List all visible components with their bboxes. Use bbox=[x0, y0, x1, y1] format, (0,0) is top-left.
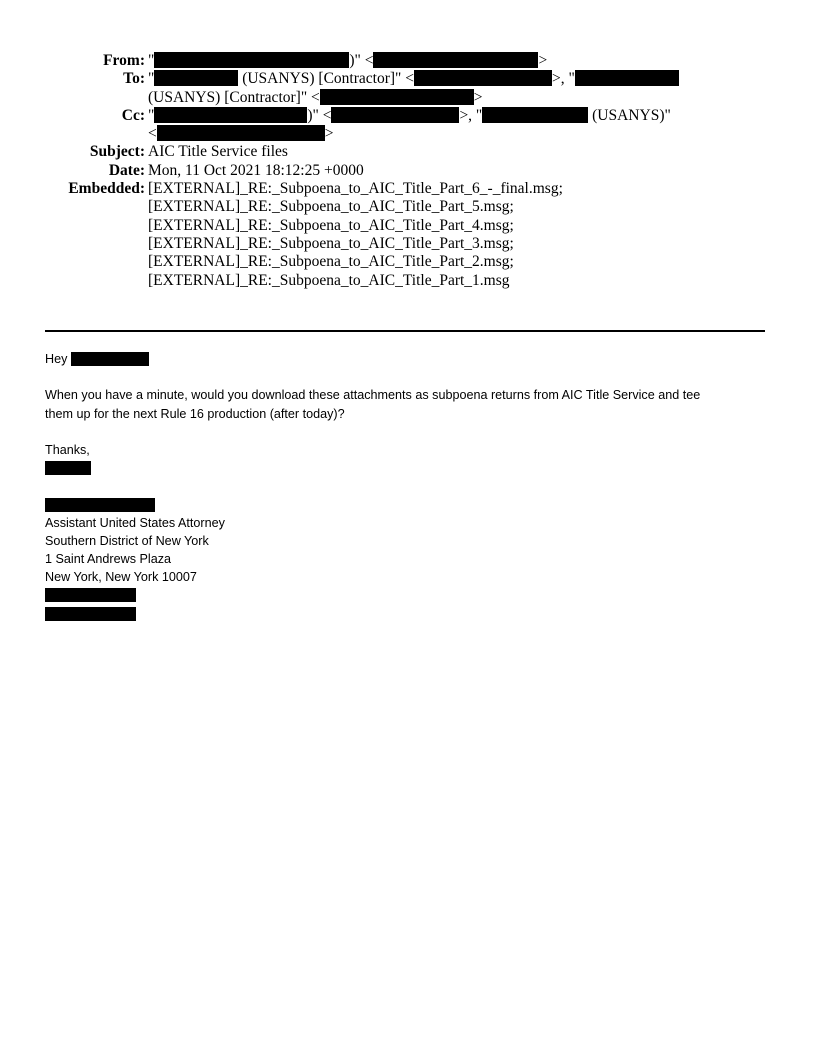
embedded-row-continued bbox=[0, 217, 816, 235]
paragraph-line: them up for the next Rule 16 production (after today)? bbox=[45, 406, 345, 421]
redaction-block bbox=[320, 89, 474, 105]
cc-row bbox=[0, 107, 816, 125]
subject-label: Subject: bbox=[89, 143, 145, 161]
closing: Thanks, bbox=[45, 442, 90, 457]
redaction-block bbox=[45, 461, 91, 475]
to-row bbox=[0, 70, 816, 88]
redaction-block bbox=[157, 125, 325, 141]
signature-address-line: 1 Saint Andrews Plaza bbox=[45, 552, 172, 567]
paragraph-line: When you have a minute, would you download these attachments as subpoena returns from AIC Title Service and tee bbox=[45, 388, 701, 403]
redaction-block bbox=[45, 607, 136, 621]
subject-value: AIC Title Service files bbox=[148, 143, 288, 161]
greeting-line bbox=[45, 350, 765, 368]
redaction-block bbox=[45, 588, 136, 602]
redaction-block bbox=[373, 52, 538, 68]
cc-row-continued bbox=[0, 125, 816, 143]
redaction-block bbox=[575, 70, 679, 86]
email-header bbox=[0, 52, 816, 290]
redaction-block bbox=[331, 107, 459, 123]
subject-row bbox=[0, 143, 816, 161]
date-row bbox=[0, 162, 816, 180]
to-label: To: bbox=[123, 70, 145, 88]
from-row bbox=[0, 52, 816, 70]
cc-value-line1: " )" < >, " (USANYS)" bbox=[148, 106, 671, 124]
signature-office: Southern District of New York bbox=[45, 533, 209, 548]
header-divider bbox=[45, 330, 765, 332]
signature-contact-line bbox=[45, 586, 765, 604]
email-body bbox=[45, 350, 765, 623]
signature-address-line: New York, New York 10007 bbox=[45, 570, 197, 585]
signature-title: Assistant United States Attorney bbox=[45, 515, 225, 530]
embedded-label: Embedded: bbox=[68, 180, 145, 198]
redaction-block bbox=[154, 70, 238, 86]
embedded-row-continued bbox=[0, 198, 816, 216]
embedded-file: [EXTERNAL]_RE:_Subpoena_to_AIC_Title_Part_4.msg; bbox=[148, 216, 514, 234]
redaction-block bbox=[482, 107, 588, 123]
from-label: From: bbox=[103, 52, 145, 69]
cc-label: Cc: bbox=[121, 106, 145, 124]
date-label: Date: bbox=[108, 161, 145, 179]
embedded-row-continued bbox=[0, 253, 816, 271]
signature-name-line bbox=[45, 496, 765, 514]
signoff-line bbox=[45, 459, 765, 477]
embedded-file: [EXTERNAL]_RE:_Subpoena_to_AIC_Title_Part_6_-_final.msg; bbox=[148, 180, 563, 198]
embedded-file: [EXTERNAL]_RE:_Subpoena_to_AIC_Title_Part_2.msg; bbox=[148, 253, 514, 271]
from-value: " )" < > bbox=[148, 52, 548, 69]
greeting: Hey bbox=[45, 352, 68, 366]
redaction-block bbox=[414, 70, 552, 86]
cc-value-line2: < > bbox=[148, 125, 334, 143]
embedded-file: [EXTERNAL]_RE:_Subpoena_to_AIC_Title_Part_3.msg; bbox=[148, 234, 514, 252]
embedded-row-continued bbox=[0, 272, 816, 290]
redaction-block bbox=[45, 498, 155, 512]
embedded-file: [EXTERNAL]_RE:_Subpoena_to_AIC_Title_Part_5.msg; bbox=[148, 198, 514, 216]
to-row-continued bbox=[0, 89, 816, 107]
redaction-block bbox=[71, 352, 149, 366]
redaction-block bbox=[154, 52, 349, 68]
embedded-row-continued bbox=[0, 235, 816, 253]
date-value: Mon, 11 Oct 2021 18:12:25 +0000 bbox=[148, 161, 364, 179]
to-value-line2: (USANYS) [Contractor]" < > bbox=[148, 88, 483, 106]
redaction-block bbox=[154, 107, 307, 123]
embedded-row bbox=[0, 180, 816, 198]
embedded-file: [EXTERNAL]_RE:_Subpoena_to_AIC_Title_Part_1.msg bbox=[148, 271, 510, 289]
signature-contact-line bbox=[45, 605, 765, 623]
to-value-line1: " (USANYS) [Contractor]" < >, " bbox=[148, 70, 679, 88]
